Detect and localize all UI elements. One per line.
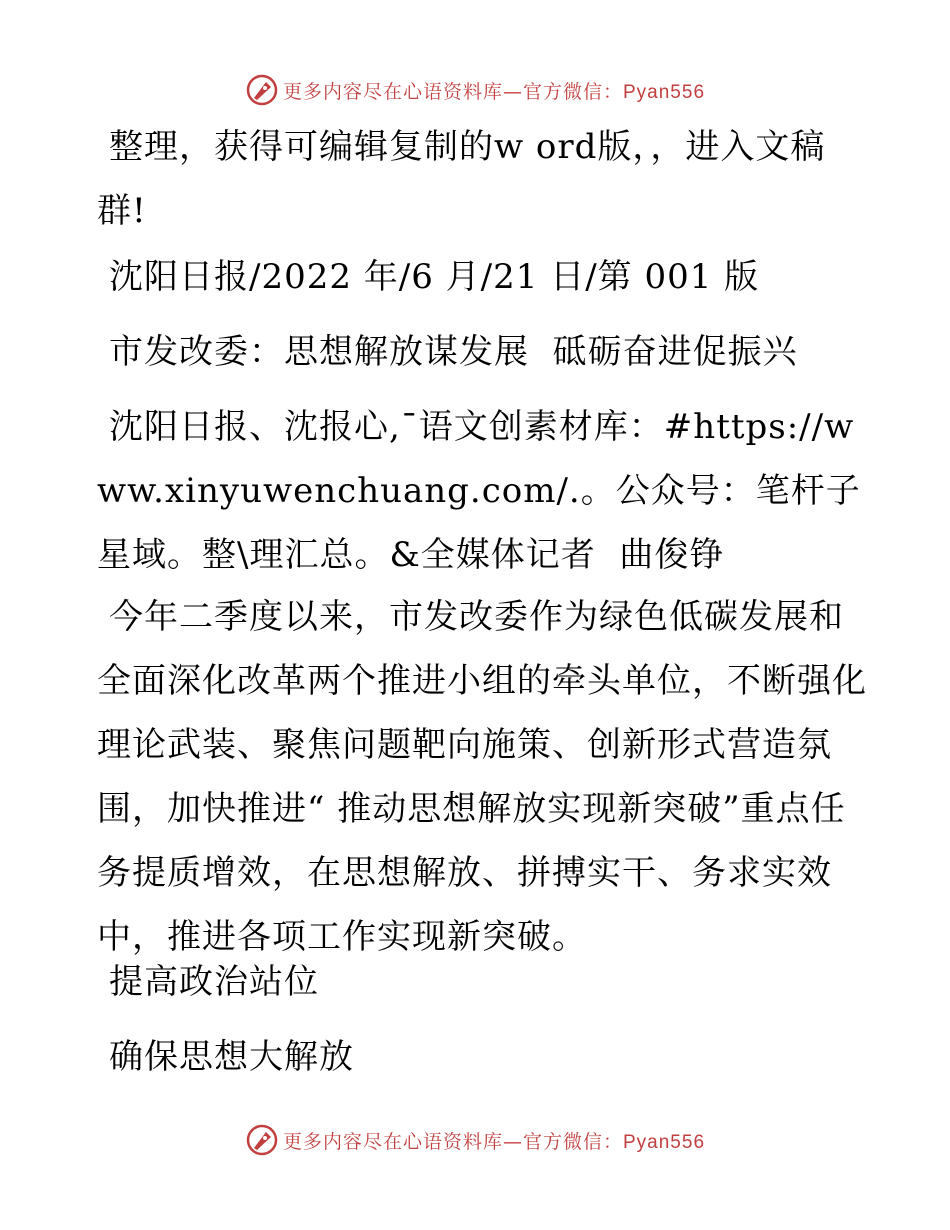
- body-paragraph: 今年二季度以来，市发改委作为绿色低碳发展和全面深化改革两个推进小组的牵头单位，不断强化理论武装、聚焦问题靶向施策、创新形式营造氛围，加快推进“ 推动思想解放实现新突破”重点任务提质增效，在思想解放、拼搏实干、务求实效中，推进各项工作实现新突破。: [97, 597, 867, 957]
- header-watermark: [0, 70, 950, 110]
- footer-watermark: [0, 1120, 950, 1160]
- watermark-text: 更多内容尽在心语资料库—官方微信：Pyan556: [282, 80, 706, 103]
- pen-nib-logo-icon: [245, 1123, 279, 1157]
- source-line: 沈阳日报/2022 年/6 月/21 日/第 001 版: [109, 257, 760, 297]
- pen-nib-logo-icon: [245, 73, 279, 107]
- intro-paragraph: 整理，获得可编辑复制的w ord版，，进入文稿群!: [97, 127, 826, 231]
- section-heading: 提高政治站位: [109, 962, 319, 1002]
- section-subheading: 确保思想大解放: [109, 1037, 354, 1077]
- watermark-text: 更多内容尽在心语资料库—官方微信：Pyan556: [282, 1130, 706, 1153]
- byline-paragraph: 沈阳日报、沈报心,¯语文创素材库：#https://www.xinyuwenchuang.com/.。公众号：笔杆子星域。整\理汇总。&全媒体记者 曲俊铮: [97, 407, 861, 575]
- article-title: 市发改委：思想解放谋发展 砥砺奋进促振兴: [109, 332, 798, 372]
